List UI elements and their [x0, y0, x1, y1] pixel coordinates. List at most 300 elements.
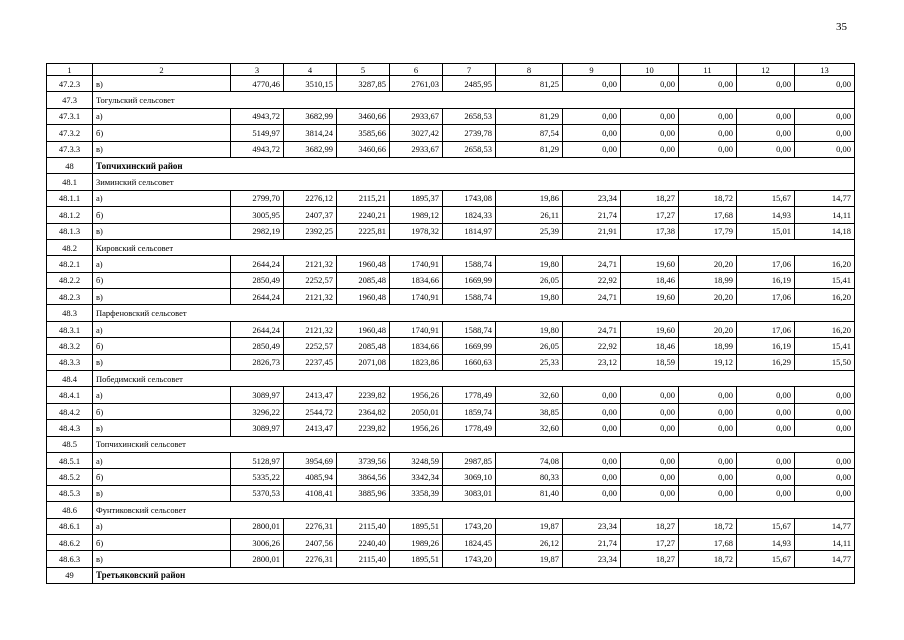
cell-col-9: 23,34 — [563, 551, 621, 567]
cell-col-5: 3460,66 — [337, 108, 390, 124]
cell-col-12: 17,06 — [737, 289, 795, 305]
cell-col-7: 1814,97 — [443, 223, 496, 239]
cell-col-7: 1743,08 — [443, 190, 496, 206]
row-code: 47.3.2 — [47, 125, 93, 141]
section-row — [47, 502, 855, 518]
cell-col-5: 3287,85 — [337, 76, 390, 92]
cell-col-4: 2544,72 — [284, 403, 337, 419]
cell-col-13: 15,41 — [795, 338, 855, 354]
cell-col-8: 25,39 — [496, 223, 563, 239]
cell-col-4: 2276,31 — [284, 551, 337, 567]
cell-col-11: 18,99 — [679, 338, 737, 354]
cell-col-10: 0,00 — [621, 469, 679, 485]
cell-col-6: 1978,32 — [390, 223, 443, 239]
cell-col-7: 1743,20 — [443, 518, 496, 534]
cell-col-3: 2850,49 — [231, 338, 284, 354]
row-variant-label: б) — [93, 125, 231, 141]
cell-col-11: 0,00 — [679, 420, 737, 436]
cell-col-5: 3739,56 — [337, 452, 390, 468]
cell-col-4: 2413,47 — [284, 387, 337, 403]
cell-col-8: 87,54 — [496, 125, 563, 141]
cell-col-9: 23,12 — [563, 354, 621, 370]
section-row — [47, 174, 855, 190]
cell-col-13: 16,20 — [795, 321, 855, 337]
cell-col-13: 0,00 — [795, 485, 855, 501]
section-title: Победимский сельсовет — [93, 371, 855, 387]
cell-col-7: 1824,33 — [443, 207, 496, 223]
row-variant-label: а) — [93, 387, 231, 403]
cell-col-7: 1669,99 — [443, 272, 496, 288]
cell-col-8: 32,60 — [496, 387, 563, 403]
cell-col-11: 20,20 — [679, 289, 737, 305]
cell-col-8: 81,25 — [496, 76, 563, 92]
cell-col-12: 16,19 — [737, 272, 795, 288]
table-row — [47, 207, 855, 223]
cell-col-10: 0,00 — [621, 485, 679, 501]
cell-col-10: 0,00 — [621, 76, 679, 92]
row-code: 49 — [47, 567, 93, 583]
cell-col-11: 20,20 — [679, 321, 737, 337]
table-row — [47, 125, 855, 141]
cell-col-9: 0,00 — [563, 125, 621, 141]
cell-col-7: 1669,99 — [443, 338, 496, 354]
cell-col-11: 0,00 — [679, 141, 737, 157]
cell-col-8: 19,80 — [496, 256, 563, 272]
table-row — [47, 76, 855, 92]
row-code: 48.5.2 — [47, 469, 93, 485]
row-variant-label: б) — [93, 469, 231, 485]
row-code: 48.2.1 — [47, 256, 93, 272]
cell-col-4: 2407,56 — [284, 534, 337, 550]
cell-col-9: 0,00 — [563, 420, 621, 436]
row-variant-label: а) — [93, 452, 231, 468]
cell-col-8: 26,05 — [496, 272, 563, 288]
table-row — [47, 141, 855, 157]
cell-col-11: 0,00 — [679, 485, 737, 501]
cell-col-8: 19,87 — [496, 518, 563, 534]
row-code: 48.2.2 — [47, 272, 93, 288]
row-variant-label: в) — [93, 551, 231, 567]
cell-col-6: 1740,91 — [390, 256, 443, 272]
cell-col-8: 26,11 — [496, 207, 563, 223]
cell-col-7: 3069,10 — [443, 469, 496, 485]
row-code: 48.5.3 — [47, 485, 93, 501]
cell-col-11: 0,00 — [679, 76, 737, 92]
cell-col-3: 4943,72 — [231, 141, 284, 157]
cell-col-4: 3954,69 — [284, 452, 337, 468]
cell-col-13: 15,41 — [795, 272, 855, 288]
cell-col-6: 2933,67 — [390, 108, 443, 124]
district-title: Третьяковский район — [93, 567, 855, 583]
column-number-13: 13 — [795, 64, 855, 76]
section-row — [47, 239, 855, 255]
cell-col-4: 2413,47 — [284, 420, 337, 436]
cell-col-7: 1778,49 — [443, 420, 496, 436]
cell-col-6: 1956,26 — [390, 387, 443, 403]
cell-col-6: 1956,26 — [390, 420, 443, 436]
row-code: 48.2 — [47, 239, 93, 255]
cell-col-12: 0,00 — [737, 452, 795, 468]
column-number-7: 7 — [443, 64, 496, 76]
column-number-2: 2 — [93, 64, 231, 76]
cell-col-12: 15,67 — [737, 551, 795, 567]
cell-col-5: 2364,82 — [337, 403, 390, 419]
cell-col-9: 24,71 — [563, 289, 621, 305]
cell-col-6: 1740,91 — [390, 321, 443, 337]
table-row — [47, 452, 855, 468]
cell-col-13: 15,50 — [795, 354, 855, 370]
row-code: 48.1.2 — [47, 207, 93, 223]
cell-col-4: 2276,12 — [284, 190, 337, 206]
cell-col-4: 2252,57 — [284, 272, 337, 288]
cell-col-11: 17,68 — [679, 534, 737, 550]
cell-col-10: 17,27 — [621, 207, 679, 223]
cell-col-9: 0,00 — [563, 452, 621, 468]
cell-col-3: 5335,22 — [231, 469, 284, 485]
cell-col-12: 0,00 — [737, 403, 795, 419]
cell-col-11: 18,72 — [679, 551, 737, 567]
cell-col-13: 0,00 — [795, 420, 855, 436]
cell-col-4: 2237,45 — [284, 354, 337, 370]
cell-col-6: 2050,01 — [390, 403, 443, 419]
column-number-12: 12 — [737, 64, 795, 76]
column-number-3: 3 — [231, 64, 284, 76]
row-code: 48.6.1 — [47, 518, 93, 534]
column-number-11: 11 — [679, 64, 737, 76]
cell-col-11: 17,79 — [679, 223, 737, 239]
cell-col-3: 3006,26 — [231, 534, 284, 550]
cell-col-8: 19,86 — [496, 190, 563, 206]
row-code: 48.3 — [47, 305, 93, 321]
cell-col-9: 0,00 — [563, 403, 621, 419]
cell-col-9: 21,91 — [563, 223, 621, 239]
section-title: Зиминский сельсовет — [93, 174, 855, 190]
section-row — [47, 436, 855, 452]
cell-col-4: 2121,32 — [284, 256, 337, 272]
cell-col-3: 5370,53 — [231, 485, 284, 501]
cell-col-11: 19,12 — [679, 354, 737, 370]
cell-col-6: 1834,66 — [390, 338, 443, 354]
cell-col-6: 3358,39 — [390, 485, 443, 501]
row-code: 48.5 — [47, 436, 93, 452]
cell-col-8: 38,85 — [496, 403, 563, 419]
cell-col-3: 2800,01 — [231, 518, 284, 534]
row-variant-label: б) — [93, 272, 231, 288]
cell-col-6: 1740,91 — [390, 289, 443, 305]
cell-col-8: 81,40 — [496, 485, 563, 501]
row-code: 48.1 — [47, 174, 93, 190]
cell-col-10: 18,59 — [621, 354, 679, 370]
row-variant-label: а) — [93, 518, 231, 534]
column-number-10: 10 — [621, 64, 679, 76]
cell-col-3: 2800,01 — [231, 551, 284, 567]
row-variant-label: б) — [93, 403, 231, 419]
section-title: Топчихинский сельсовет — [93, 436, 855, 452]
cell-col-12: 15,01 — [737, 223, 795, 239]
cell-col-7: 1588,74 — [443, 289, 496, 305]
cell-col-8: 26,05 — [496, 338, 563, 354]
cell-col-12: 0,00 — [737, 108, 795, 124]
cell-col-3: 3296,22 — [231, 403, 284, 419]
cell-col-13: 0,00 — [795, 125, 855, 141]
cell-col-4: 3814,24 — [284, 125, 337, 141]
cell-col-5: 2225,81 — [337, 223, 390, 239]
table-row — [47, 289, 855, 305]
cell-col-13: 0,00 — [795, 108, 855, 124]
row-code: 48.3.2 — [47, 338, 93, 354]
cell-col-13: 16,20 — [795, 256, 855, 272]
cell-col-5: 1960,48 — [337, 321, 390, 337]
row-variant-label: а) — [93, 256, 231, 272]
column-number-8: 8 — [496, 64, 563, 76]
cell-col-8: 19,87 — [496, 551, 563, 567]
cell-col-12: 14,93 — [737, 207, 795, 223]
table-row — [47, 190, 855, 206]
cell-col-10: 0,00 — [621, 403, 679, 419]
cell-col-11: 17,68 — [679, 207, 737, 223]
cell-col-10: 17,38 — [621, 223, 679, 239]
cell-col-5: 2239,82 — [337, 387, 390, 403]
cell-col-10: 0,00 — [621, 125, 679, 141]
cell-col-8: 19,80 — [496, 321, 563, 337]
cell-col-5: 2239,82 — [337, 420, 390, 436]
cell-col-8: 74,08 — [496, 452, 563, 468]
cell-col-9: 0,00 — [563, 76, 621, 92]
cell-col-12: 0,00 — [737, 76, 795, 92]
table-row — [47, 338, 855, 354]
cell-col-7: 1859,74 — [443, 403, 496, 419]
cell-col-13: 0,00 — [795, 141, 855, 157]
row-variant-label: б) — [93, 207, 231, 223]
cell-col-7: 1660,63 — [443, 354, 496, 370]
cell-col-13: 0,00 — [795, 469, 855, 485]
cell-col-10: 19,60 — [621, 321, 679, 337]
cell-col-3: 2644,24 — [231, 256, 284, 272]
cell-col-3: 4770,46 — [231, 76, 284, 92]
cell-col-5: 2240,21 — [337, 207, 390, 223]
cell-col-10: 0,00 — [621, 420, 679, 436]
cell-col-6: 3248,59 — [390, 452, 443, 468]
cell-col-12: 17,06 — [737, 321, 795, 337]
cell-col-7: 1778,49 — [443, 387, 496, 403]
cell-col-9: 0,00 — [563, 141, 621, 157]
cell-col-4: 2407,37 — [284, 207, 337, 223]
cell-col-8: 32,60 — [496, 420, 563, 436]
row-code: 47.3.3 — [47, 141, 93, 157]
cell-col-9: 21,74 — [563, 207, 621, 223]
cell-col-13: 14,77 — [795, 551, 855, 567]
row-code: 47.3.1 — [47, 108, 93, 124]
cell-col-10: 18,27 — [621, 190, 679, 206]
cell-col-3: 2799,70 — [231, 190, 284, 206]
column-number-1: 1 — [47, 64, 93, 76]
cell-col-13: 16,20 — [795, 289, 855, 305]
cell-col-11: 20,20 — [679, 256, 737, 272]
cell-col-11: 0,00 — [679, 469, 737, 485]
row-code: 47.3 — [47, 92, 93, 108]
cell-col-13: 0,00 — [795, 452, 855, 468]
row-code: 48.5.1 — [47, 452, 93, 468]
row-code: 48.4.1 — [47, 387, 93, 403]
row-code: 48.4.3 — [47, 420, 93, 436]
cell-col-3: 2644,24 — [231, 321, 284, 337]
section-title: Кировский сельсовет — [93, 239, 855, 255]
cell-col-5: 2085,48 — [337, 272, 390, 288]
cell-col-9: 22,92 — [563, 272, 621, 288]
cell-col-8: 81,29 — [496, 108, 563, 124]
cell-col-9: 0,00 — [563, 485, 621, 501]
cell-col-12: 14,93 — [737, 534, 795, 550]
cell-col-4: 2252,57 — [284, 338, 337, 354]
cell-col-10: 0,00 — [621, 108, 679, 124]
cell-col-7: 2485,95 — [443, 76, 496, 92]
cell-col-9: 24,71 — [563, 256, 621, 272]
cell-col-13: 14,18 — [795, 223, 855, 239]
cell-col-4: 4085,94 — [284, 469, 337, 485]
cell-col-9: 0,00 — [563, 387, 621, 403]
cell-col-5: 3585,66 — [337, 125, 390, 141]
row-code: 47.2.3 — [47, 76, 93, 92]
cell-col-10: 17,27 — [621, 534, 679, 550]
cell-col-13: 14,77 — [795, 190, 855, 206]
table-row — [47, 534, 855, 550]
cell-col-7: 2987,85 — [443, 452, 496, 468]
cell-col-5: 3460,66 — [337, 141, 390, 157]
cell-col-11: 18,72 — [679, 518, 737, 534]
row-code: 48.2.3 — [47, 289, 93, 305]
row-variant-label: в) — [93, 76, 231, 92]
row-variant-label: а) — [93, 321, 231, 337]
row-code: 48.6.3 — [47, 551, 93, 567]
cell-col-12: 15,67 — [737, 190, 795, 206]
row-variant-label: в) — [93, 354, 231, 370]
cell-col-6: 3027,42 — [390, 125, 443, 141]
cell-col-5: 1960,48 — [337, 256, 390, 272]
section-row — [47, 305, 855, 321]
cell-col-3: 3005,95 — [231, 207, 284, 223]
cell-col-4: 3682,99 — [284, 141, 337, 157]
cell-col-12: 15,67 — [737, 518, 795, 534]
cell-col-8: 80,33 — [496, 469, 563, 485]
cell-col-4: 4108,41 — [284, 485, 337, 501]
cell-col-7: 2658,53 — [443, 108, 496, 124]
cell-col-11: 0,00 — [679, 387, 737, 403]
cell-col-5: 1960,48 — [337, 289, 390, 305]
table-row — [47, 223, 855, 239]
table-row — [47, 551, 855, 567]
cell-col-13: 0,00 — [795, 387, 855, 403]
cell-col-12: 16,19 — [737, 338, 795, 354]
district-row — [47, 157, 855, 173]
cell-col-9: 22,92 — [563, 338, 621, 354]
page-number: 35 — [836, 21, 847, 33]
cell-col-6: 1834,66 — [390, 272, 443, 288]
cell-col-12: 0,00 — [737, 485, 795, 501]
cell-col-7: 1824,45 — [443, 534, 496, 550]
tariff-table — [46, 63, 855, 584]
table-row — [47, 485, 855, 501]
district-title: Топчихинский район — [93, 157, 855, 173]
cell-col-10: 0,00 — [621, 141, 679, 157]
cell-col-7: 1588,74 — [443, 321, 496, 337]
cell-col-5: 2115,40 — [337, 518, 390, 534]
cell-col-13: 14,77 — [795, 518, 855, 534]
cell-col-10: 18,46 — [621, 338, 679, 354]
cell-col-6: 1989,26 — [390, 534, 443, 550]
cell-col-3: 2982,19 — [231, 223, 284, 239]
row-code: 48.1.1 — [47, 190, 93, 206]
cell-col-4: 2121,32 — [284, 321, 337, 337]
table-body — [47, 64, 855, 584]
cell-col-6: 1895,51 — [390, 518, 443, 534]
cell-col-3: 2826,73 — [231, 354, 284, 370]
cell-col-5: 2115,40 — [337, 551, 390, 567]
column-number-5: 5 — [337, 64, 390, 76]
cell-col-4: 2392,25 — [284, 223, 337, 239]
cell-col-6: 1895,51 — [390, 551, 443, 567]
section-row — [47, 92, 855, 108]
cell-col-13: 14,11 — [795, 207, 855, 223]
table-row — [47, 256, 855, 272]
cell-col-7: 1743,20 — [443, 551, 496, 567]
cell-col-3: 2644,24 — [231, 289, 284, 305]
cell-col-7: 2739,78 — [443, 125, 496, 141]
cell-col-5: 3864,56 — [337, 469, 390, 485]
row-variant-label: в) — [93, 141, 231, 157]
cell-col-5: 2085,48 — [337, 338, 390, 354]
row-variant-label: а) — [93, 190, 231, 206]
cell-col-11: 18,72 — [679, 190, 737, 206]
row-variant-label: а) — [93, 108, 231, 124]
cell-col-4: 2121,32 — [284, 289, 337, 305]
cell-col-5: 2240,40 — [337, 534, 390, 550]
cell-col-12: 0,00 — [737, 420, 795, 436]
cell-col-10: 19,60 — [621, 256, 679, 272]
row-variant-label: б) — [93, 338, 231, 354]
cell-col-9: 0,00 — [563, 469, 621, 485]
row-code: 48.6 — [47, 502, 93, 518]
row-variant-label: в) — [93, 485, 231, 501]
cell-col-6: 2933,67 — [390, 141, 443, 157]
cell-col-9: 23,34 — [563, 190, 621, 206]
cell-col-3: 2850,49 — [231, 272, 284, 288]
cell-col-5: 2115,21 — [337, 190, 390, 206]
row-code: 48 — [47, 157, 93, 173]
cell-col-11: 0,00 — [679, 452, 737, 468]
cell-col-10: 18,27 — [621, 518, 679, 534]
table-row — [47, 108, 855, 124]
cell-col-10: 0,00 — [621, 387, 679, 403]
section-title: Парфеновский сельсовет — [93, 305, 855, 321]
cell-col-12: 0,00 — [737, 469, 795, 485]
cell-col-11: 18,99 — [679, 272, 737, 288]
cell-col-6: 2761,03 — [390, 76, 443, 92]
table-row — [47, 321, 855, 337]
cell-col-4: 2276,31 — [284, 518, 337, 534]
cell-col-8: 26,12 — [496, 534, 563, 550]
cell-col-4: 3510,15 — [284, 76, 337, 92]
cell-col-12: 0,00 — [737, 125, 795, 141]
cell-col-10: 18,46 — [621, 272, 679, 288]
cell-col-5: 2071,08 — [337, 354, 390, 370]
cell-col-7: 1588,74 — [443, 256, 496, 272]
table-row — [47, 272, 855, 288]
cell-col-13: 0,00 — [795, 403, 855, 419]
row-code: 48.4 — [47, 371, 93, 387]
cell-col-6: 1895,37 — [390, 190, 443, 206]
cell-col-8: 81,29 — [496, 141, 563, 157]
section-title: Тогульский сельсовет — [93, 92, 855, 108]
